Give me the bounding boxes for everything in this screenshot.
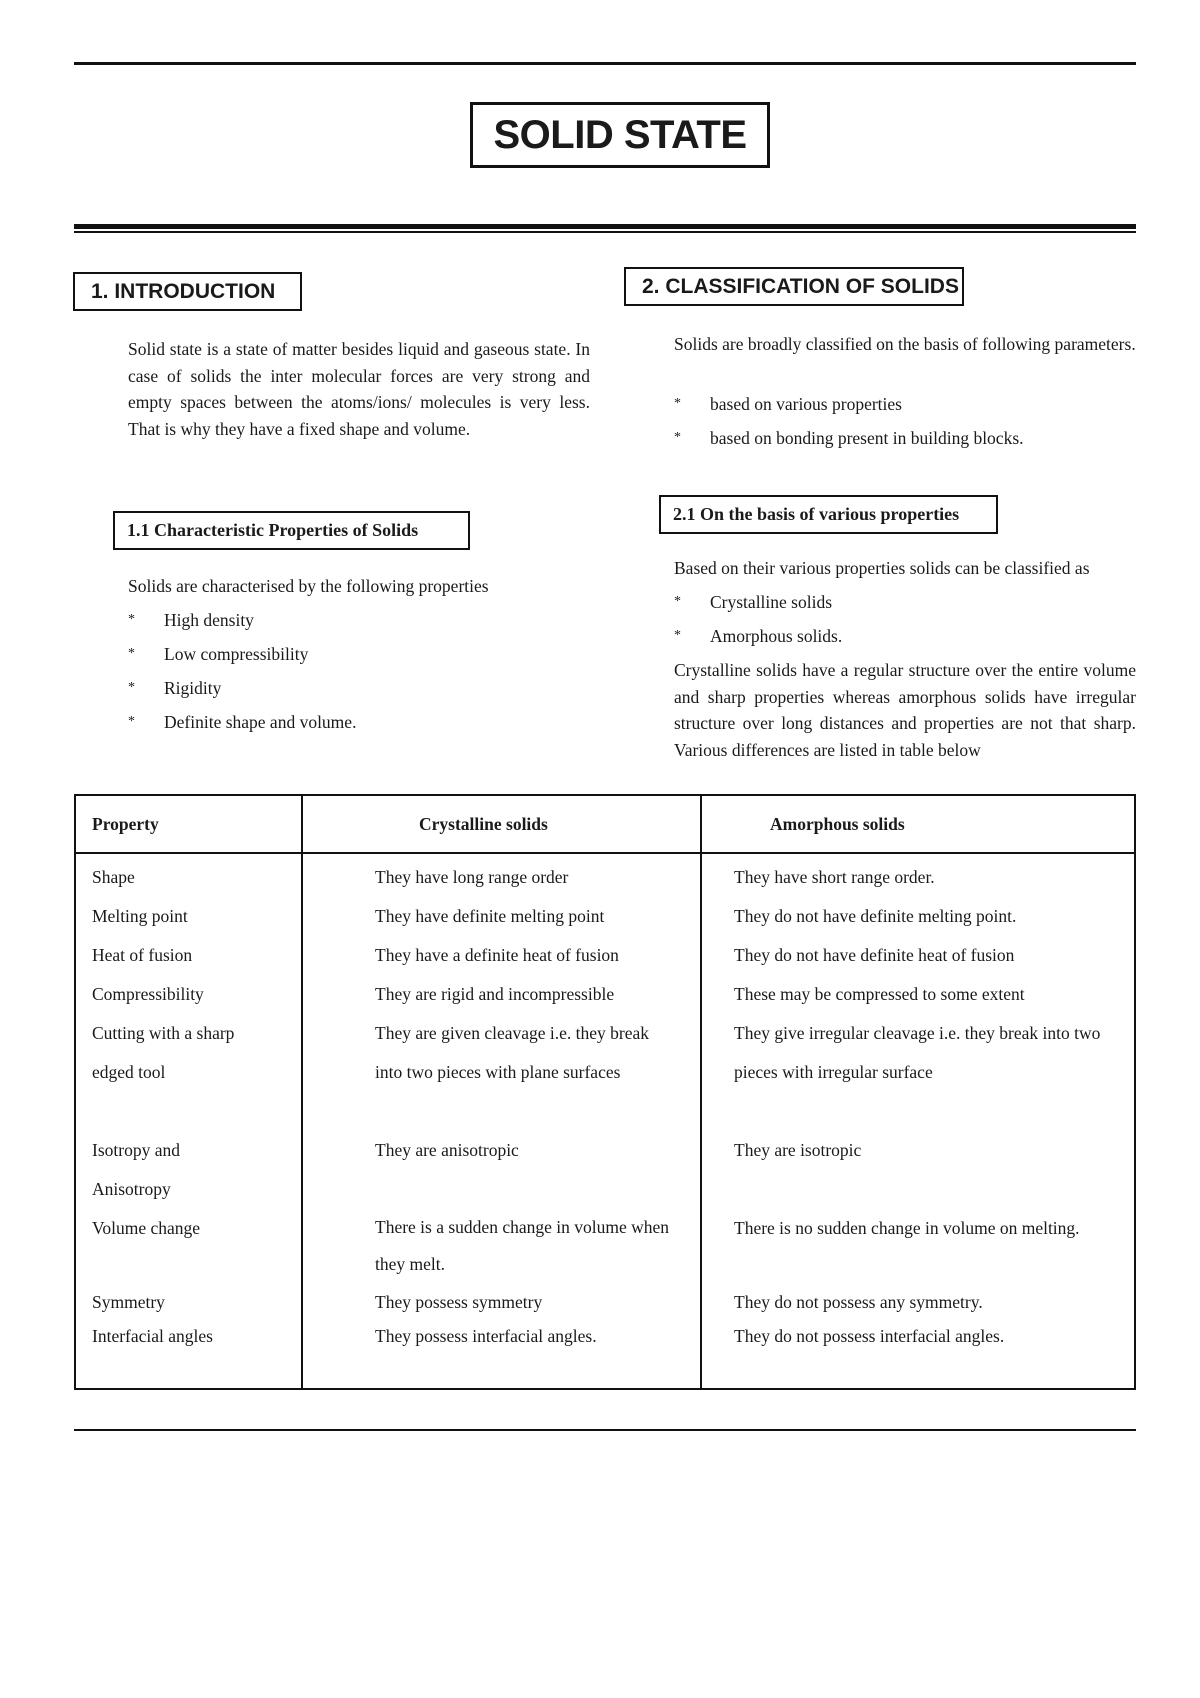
table-cell: They do not possess interfacial angles. — [734, 1326, 1005, 1346]
bottom-rule — [74, 1429, 1136, 1431]
table-cell: They possess symmetry — [375, 1292, 543, 1312]
table-cell: They have long range order — [375, 867, 569, 887]
bullet-icon: * — [128, 714, 135, 729]
table-cell: They do not possess any symmetry. — [734, 1292, 983, 1312]
table-cell: They give irregular cleavage i.e. they break into two pieces with irregular surface — [734, 1023, 1101, 1082]
intro-paragraph: Solid state is a state of matter besides liquid and gaseous state. In case of solids the inter molecular forces are very strong and empty spaces between the atoms/ions/ molecules is very less. That is why they have a fixed shape and volume. — [128, 339, 590, 439]
classification-parameters-list — [674, 391, 1136, 459]
table-cell: Cutting with a sharp edged tool — [92, 1023, 235, 1082]
table-cell: They are isotropic — [734, 1140, 862, 1160]
table-cell: Isotropy and Anisotropy — [92, 1140, 180, 1199]
classification-heading: 2. CLASSIFICATION OF SOLIDS — [624, 267, 964, 306]
bullet-icon: * — [128, 612, 135, 627]
bullet-icon: * — [128, 646, 135, 661]
column-header-amorphous: Amorphous solids — [701, 795, 1135, 853]
list-item: * Rigidity — [128, 675, 598, 709]
table-cell: They have a definite heat of fusion — [375, 945, 619, 965]
characteristics-list — [128, 607, 598, 743]
bullet-icon: * — [674, 396, 681, 411]
page-title: SOLID STATE — [470, 102, 770, 168]
table-cell: They do not have definite melting point. — [734, 906, 1017, 926]
bullet-icon: * — [674, 430, 681, 445]
table-cell: They are given cleavage i.e. they break into two pieces with plane surfaces — [375, 1023, 650, 1082]
title-rule-lower — [74, 231, 1136, 233]
list-item: * based on bonding present in building blocks. — [674, 425, 1136, 459]
table-cell: They are anisotropic — [375, 1140, 519, 1160]
bullet-icon: * — [674, 594, 681, 609]
table-cell: These may be compressed to some extent — [734, 984, 1025, 1004]
table-cell: Shape — [92, 867, 135, 887]
table-cell: Symmetry — [92, 1292, 165, 1312]
table-cell: Compressibility — [92, 984, 204, 1004]
table-cell: They do not have definite heat of fusion — [734, 945, 1015, 965]
table-cell: They have short range order. — [734, 867, 935, 887]
title-rule-upper — [74, 224, 1136, 229]
crystalline-vs-amorphous-paragraph: Crystalline solids have a regular structure over the entire volume and sharp properties whereas amorphous solids have irregular structure over long distances and properties are not that sharp. Various differences are listed in table below — [674, 660, 1136, 760]
table-cell: They have definite melting point — [375, 906, 605, 926]
table-cell: There is no sudden change in volume on melting. — [734, 1218, 1080, 1238]
list-item: * Amorphous solids. — [674, 623, 1136, 657]
intro-heading: 1. INTRODUCTION — [73, 272, 302, 311]
list-item: * Crystalline solids — [674, 589, 1136, 623]
table-body — [75, 853, 1135, 1389]
solid-types-list — [674, 589, 1136, 657]
table-cell: Heat of fusion — [92, 945, 193, 965]
table-cell: They are rigid and incompressible — [375, 984, 615, 1004]
column-header-crystalline: Crystalline solids — [302, 795, 701, 853]
various-properties-lead: Based on their various properties solids can be classified as — [674, 558, 1090, 578]
table-cell: They possess interfacial angles. — [375, 1326, 597, 1346]
list-item: * Definite shape and volume. — [128, 709, 598, 743]
table-cell: Melting point — [92, 906, 188, 926]
list-item: * Low compressibility — [128, 641, 598, 675]
characteristics-lead: Solids are characterised by the following properties — [128, 576, 489, 596]
characteristics-subheading: 1.1 Characteristic Properties of Solids — [113, 511, 470, 550]
table-cell: Interfacial angles — [92, 1326, 213, 1346]
comparison-table — [74, 794, 1136, 1390]
bullet-icon: * — [128, 680, 135, 695]
bullet-icon: * — [674, 628, 681, 643]
column-header-property: Property — [75, 795, 302, 853]
list-item: * High density — [128, 607, 598, 641]
various-properties-subheading: 2.1 On the basis of various properties — [659, 495, 998, 534]
table-cell: There is a sudden change in volume when they melt. — [375, 1217, 670, 1274]
list-item: * based on various properties — [674, 391, 1136, 425]
table-header-row — [75, 795, 1135, 853]
table-cell: Volume change — [92, 1218, 201, 1238]
top-rule — [74, 62, 1136, 65]
classification-lead: Solids are broadly classified on the basis of following parameters. — [674, 334, 1136, 354]
